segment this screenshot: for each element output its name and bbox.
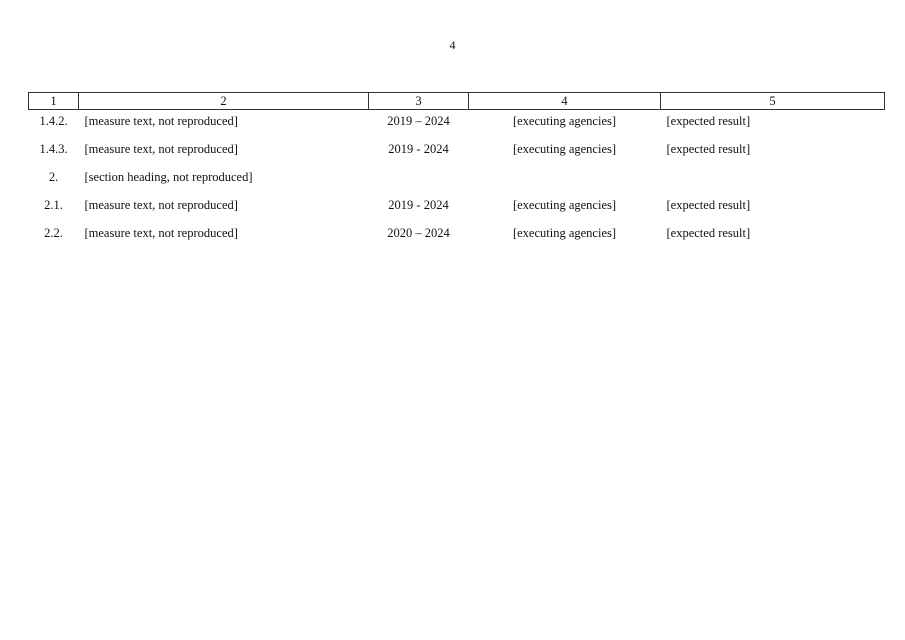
row-number: 1.4.3. [39,142,68,156]
plan-table [28,92,885,250]
measure-cell: [measure text, not reproduced] [84,114,238,128]
period-cell: 2020 – 2024 [387,226,450,240]
header-col-1: 1 [29,93,79,110]
table-row [29,222,885,250]
result-cell: [expected result] [666,142,751,156]
page-number: 4 [449,38,456,52]
header-col-3: 3 [369,93,469,110]
period-cell: 2019 - 2024 [388,198,449,212]
row-number: 2.1. [44,198,63,212]
table-header-row [29,93,885,110]
result-cell: [expected result] [666,198,751,212]
period-cell: 2019 - 2024 [388,142,449,156]
header-col-5: 5 [661,93,885,110]
section-row [29,166,885,194]
table-row [29,138,885,166]
result-cell: [expected result] [666,226,751,240]
measure-cell: [measure text, not reproduced] [84,198,238,212]
result-cell: [expected result] [666,114,751,128]
measure-cell: [measure text, not reproduced] [84,142,238,156]
section-number: 2. [48,170,59,184]
agency-cell: [executing agencies] [512,114,617,128]
agency-cell: [executing agencies] [512,142,617,156]
agency-cell: [executing agencies] [512,198,617,212]
section-title: [section heading, not reproduced] [84,170,253,184]
agency-cell: [executing agencies] [512,226,617,240]
row-number: 2.2. [44,226,63,240]
row-number: 1.4.2. [39,114,68,128]
measure-cell: [measure text, not reproduced] [84,226,238,240]
header-col-2: 2 [79,93,369,110]
period-cell: 2019 – 2024 [387,114,450,128]
header-col-4: 4 [469,93,661,110]
table-row [29,110,885,139]
table-row [29,194,885,222]
